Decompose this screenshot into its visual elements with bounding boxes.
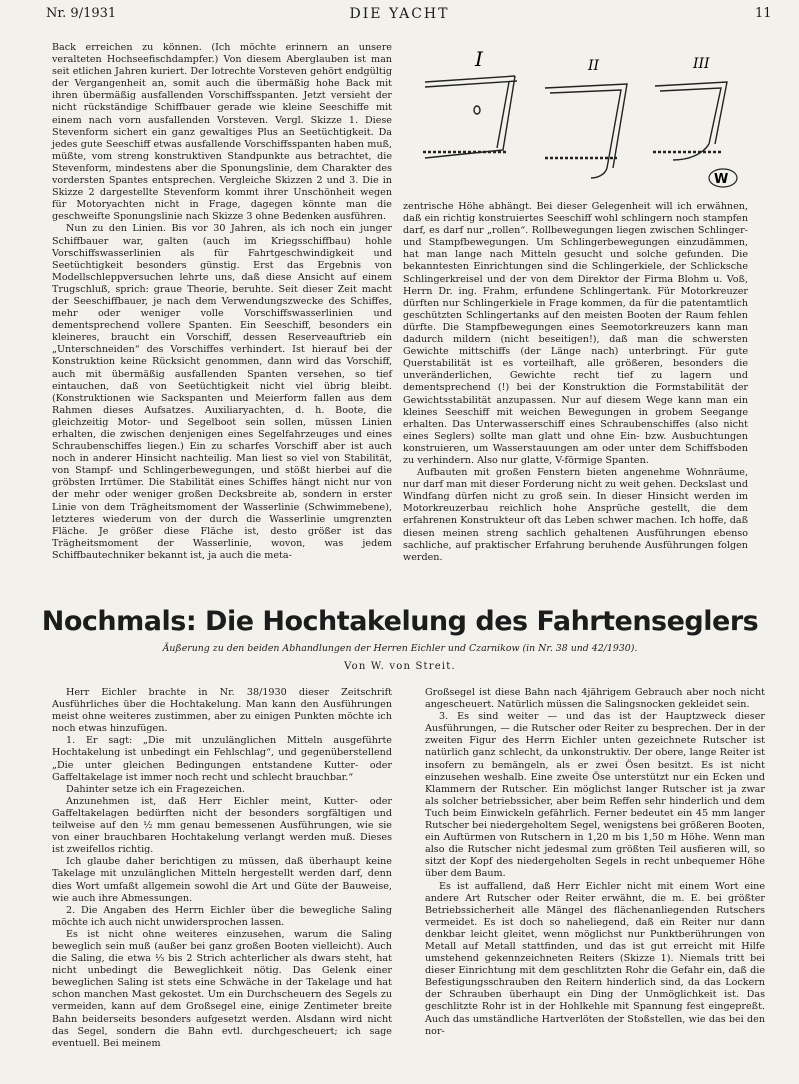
svg-text:W: W [714, 172, 729, 187]
paragraph: zentrische Höhe abhängt. Bei dieser Gelegenheit will ich erwähnen, daß ein richtig konstruiertes Seeschiff wohl schlingern noch stampfen darf, es darf nur „rollen“. Rollbewegungen liegen zwischen Schlinger- und Stampfbewegungen. Um Schlingerbewegungen einzudämmen, hat man lange nach Mitteln gesucht und solche gefunden. Die bekanntesten Einrichtungen sind die Schlingerkiele, der Schlicksche Schlingerkreisel und der von dem Direktor der Firma Blohm u. Voß, Herrn Dr. ing. Frahm, erfundene Schlingertank. Für Motorkreuzer dürften nur Schlingerkiele in Frage kommen, da für die patentamtlich geschützten Schlingertanks auf den meisten Booten der Raum fehlen dürfte. Die Stampfbewegungen eines Seemotorkreuzers kann man dadurch mildern (nicht beseitigen!), daß man die schwersten Gewichte mittschiffs (der Länge nach) unterbringt. Für gute Querstabilität ist es vorteilhaft, alle größeren, besonders die unveränderlichen, Gewichte recht tief zu lagern und dementsprechend (!) bei der Konstruktion die Formstabilität der Gewichtsstabilität anzupassen. Nur auf diesem Wege kann man ein kleines Seeschiff mit weichen Bewegungen in grobem Seegange erhalten. Das Unterwasserschiff eines Schraubenschiffes (also nicht eines Seglers) sollte man glatt und ohne Ein- bzw. Ausbuchtungen konstruieren, um Wasserstauungen am oder unter dem Schiffsboden zu verhindern. Also nur glatte, V-förmige Spanten. [403, 201, 748, 466]
sketch-label-3: III [693, 56, 710, 72]
main-article-right-column [425, 687, 765, 1038]
paragraph: Ich glaube daher berichtigen zu müssen, daß überhaupt keine Takelage mit unzulänglichen Mitteln hergestellt werden darf, denn dies Wort umfaßt allgemein sowohl die Art und Güte der Bauweise, wie auch ihre Abmessungen. [52, 856, 392, 904]
bow-sketches-figure [405, 40, 750, 198]
sketch-3 [653, 82, 727, 160]
article-byline: Von W. von Streit. [344, 661, 456, 672]
paragraph: 2. Die Angaben des Herrn Eichler über die bewegliche Saling möchte ich auch nicht unwidersprochen lassen. [52, 904, 392, 928]
top-article-right-column [403, 201, 748, 564]
paragraph: 1. Er sagt: „Die mit unzulänglichen Mitteln ausgeführte Hochtakelung ist unbedingt ein Fehlschlag“, und gegenüberstellend „Die unter gleichen Bedingungen entstandene Kutter- oder Gaffeltakelage ist immer noch recht und schlecht brauchbar.“ [52, 735, 392, 783]
paragraph: Back erreichen zu können. (Ich möchte erinnern an unsere veralteten Hochseefischdampfer.) Von diesem Aberglauben ist man seit etlichen Jahren kuriert. Der lotrechte Vorsteven gehört endgültig der Vergangenheit an, somit auch die übermäßig hohe Back mit ihren übermäßig ausfallenden Vorschiffsspanten. Jetzt versieht der nicht rückständige Schiffbauer gerade wie kleine Seeschiffe mit einem nach vorn ausfallenden Vorsteven. Vergl. Skizze 1. Diese Stevenform sichert ein ganz gewaltiges Plus an Seetüchtigkeit. Da jedes gute Seeschiff etwas ausfallende Vorschiffsspanten haben muß, müßte, vom streng konstruktiven Standpunkte aus betrachtet, die Stevenform, mindestens aber die Sponungslinie, dem Charakter des vordersten Spantes entsprechen. Vergleiche Skizzen 2 und 3. Die in Skizze 2 dargestellte Stevenform kommt ihrer Unschönheit wegen für Motoryachten nicht in Frage, dagegen könnte man die geschweifte Sponungslinie nach Skizze 3 ohne Bedenken ausführen. [52, 42, 392, 223]
paragraph: Herr Eichler brachte in Nr. 38/1930 dieser Zeitschrift Ausführliches über die Hochtakelung. Man kann den Ausführungen meist ohne weiteres zustimmen, aber zu einigen Punkten möchte ich noch etwas hinzufügen. [52, 687, 392, 735]
paragraph: Aufbauten mit großen Fenstern bieten angenehme Wohnräume, nur darf man mit dieser Forderung nicht zu weit gehen. Deckslast und Windfang dürfen nicht zu groß sein. In dieser Hinsicht werden im Motorkreuzerbau reichlich hohe Ansprüche gestellt, die dem erfahrenen Konstrukteur oft das Leben schwer machen. Ich hoffe, daß diesen meinen streng sachlich gehaltenen Ausführungen ebenso sachliche, auf praktischer Erfahrung beruhende Ausführungen folgen werden. [403, 467, 748, 563]
artist-monogram [709, 169, 737, 187]
top-article-left-column [52, 42, 392, 562]
magazine-title: DIE YACHT [349, 6, 450, 22]
article-title: Nochmals: Die Hochtakelung des Fahrtenseglers [41, 606, 759, 637]
page-number: 11 [755, 6, 772, 21]
paragraph: Es ist nicht ohne weiteres einzusehen, warum die Saling beweglich sein muß (außer bei ganz großen Booten vielleicht). Auch die Saling, die etwa ⅓ bis 2 Strich achterlicher als dwars steht, hat nicht unbedingt die Beweglichkeit nötig. Das Gelenk einer beweglichen Saling ist stets eine Schwäche in der Takelage und hat schon manchen Mast gekostet. Um ein Durchscheuern des Segels zu vermeiden, kann auf dem Großsegel eine, einige Zentimeter breite Bahn beiderseits besonders aufgesetzt werden. Alsdann wird nicht das Segel, sondern die Bahn evtl. durchgescheuert; ich sage eventuell. Bei meinem [52, 928, 392, 1049]
main-article-left-column [52, 687, 392, 1050]
sketch-label-1: I [475, 47, 483, 71]
sketch-2 [545, 84, 627, 178]
bow-sketches-drawing [405, 40, 750, 198]
paragraph: Dahinter setze ich ein Fragezeichen. [66, 783, 245, 795]
article-subtitle: Äußerung zu den beiden Abhandlungen der Herren Eichler und Czarnikow (in Nr. 38 und 42/1930). [162, 643, 638, 654]
sketch-1 [423, 76, 517, 158]
paragraph: 3. Es sind weiter — und das ist der Hauptzweck dieser Ausführungen, — die Rutscher oder Reiter zu besprechen. Der in der zweiten Figur des Herrn Eichler unten gezeichnete Rutscher ist natürlich ganz schlecht, da unkonstruktiv. Der obere, lange Reiter ist insofern zu bemängeln, als er zwei Ösen besitzt. Es ist nicht einzusehen weshalb. Eine zweite Öse unterstützt nur ein Ecken und Klammern der Rutscher. Ein möglichst langer Rutscher ist ja zwar als solcher betriebssicher, aber beim Reffen sehr hinderlich und dem Tuch beim Einwickeln gefährlich. Ferner bedeutet ein 45 mm langer Rutscher bei niedergeholtem Segel, wenigstens bei größeren Booten, ein Auftürmen von Rutschern in 1,20 m bis 1,50 m Höhe. Wenn man also die Rutscher nicht jedesmal zum größten Teil ausfieren will, so sitzt der Kopf des niedergeholten Segels in recht unbequemer Höhe über dem Baum. [425, 711, 765, 880]
paragraph: Es ist auffallend, daß Herr Eichler nicht mit einem Wort eine andere Art Rutscher oder Reiter erwähnt, die m. E. bei größter Betriebssicherheit alle Mängel des flächenanliegenden Rutschers vermeidet. Es ist doch so naheliegend, daß ein Reiter nur dann denkbar leicht gleitet, wenn möglichst nur Punktberührungen von Metall auf Metall stattfinden, und das ist gut erreicht mit Hilfe umstehend gekennzeichneten Reiters (Skizze 1). Niemals tritt bei dieser Einrichtung mit dem geschlitzten Rohr die Gefahr ein, daß die Befestigungsschrauben den Reitern hinderlich sind, da das Lockern der Schrauben überhaupt ein Ding der Unmöglichkeit ist. Das geschlitzte Rohr ist in der Hohlkehle mit Spannung fest eingepreßt. Auch das umständliche Hartverlöten der Stoßstellen, wie das bei den nor- [425, 880, 765, 1037]
issue-number: Nr. 9/1931 [46, 6, 117, 21]
paragraph: Nun zu den Linien. Bis vor 30 Jahren, als ich noch ein junger Schiffbauer war, galten (auch im Kriegsschiffbau) hohle Vorschiffswasserlinien als für Fahrtgeschwindigkeit und Seetüchtigkeit besonders günstig. Erst das Ergebnis von Modellschleppversuchen lehrte uns, daß diese Ansicht auf einem Trugschluß, sprich: graue Theorie, beruhte. Seit dieser Zeit macht der Seeschiffbauer, je nach dem Verwendungszwecke des Schiffes, mehr oder weniger volle Vorschiffswasserlinien und dementsprechend vollere Spanten. Ein Seeschiff, besonders ein kleineres, braucht ein Vorschiff, dessen Reserveauftrieb ein „Unterschneiden“ des Vorschiffes verhindert. Ist hierauf bei der Konstruktion keine Rücksicht genommen, dann wird das Vorschiff, auch mit übermäßig ausfallenden Spanten versehen, so tief eintauchen, daß von Seetüchtigkeit nicht viel übrig bleibt. (Konstruktionen wie Sackspanten und Meierform fallen aus dem Rahmen dieses Aufsatzes. Auxiliaryachten, d. h. Boote, die gleichzeitig Motor- und Segelboot sein sollen, müssen Linien erhalten, die zwischen denjenigen eines Segelfahrzeuges und eines Schraubenschiffes liegen.) Ein zu scharfes Vorschiff aber ist auch noch in anderer Hinsicht nachteilig. Man liest so viel von Stabilität, von Stampf- und Schlingerbewegungen, und stößt hierbei auf die gröbsten Irrtümer. Die Stabilität eines Schiffes hängt nicht nur von der mehr oder weniger großen Decksbreite ab, sondern in erster Linie von dem Trägheitsmoment der Wasserlinie (Schwimmebene), letzteres wiederum von der durch die Wasserlinie umgrenzten Fläche. Je größer diese Fläche ist, desto größer ist das Trägheitsmoment der Wasserlinie, wovon, was jedem Schiffbautechniker bekannt ist, ja auch die meta- [52, 223, 392, 561]
paragraph: Großsegel ist diese Bahn nach 4jährigem Gebrauch aber noch nicht angescheuert. Natürlich müssen die Salingsnocken gekleidet sein. [425, 687, 765, 711]
paragraph: Anzunehmen ist, daß Herr Eichler meint, Kutter- oder Gaffeltakelagen bedürften nicht der besonders sorgfältigen und teilweise auf den ½ mm genau bemessenen Ausführungen, wie sie von einer brauchbaren Hochtakelung verlangt werden muß. Dieses ist zweifellos richtig. [52, 795, 392, 856]
sketch-label-2: II [588, 58, 600, 74]
